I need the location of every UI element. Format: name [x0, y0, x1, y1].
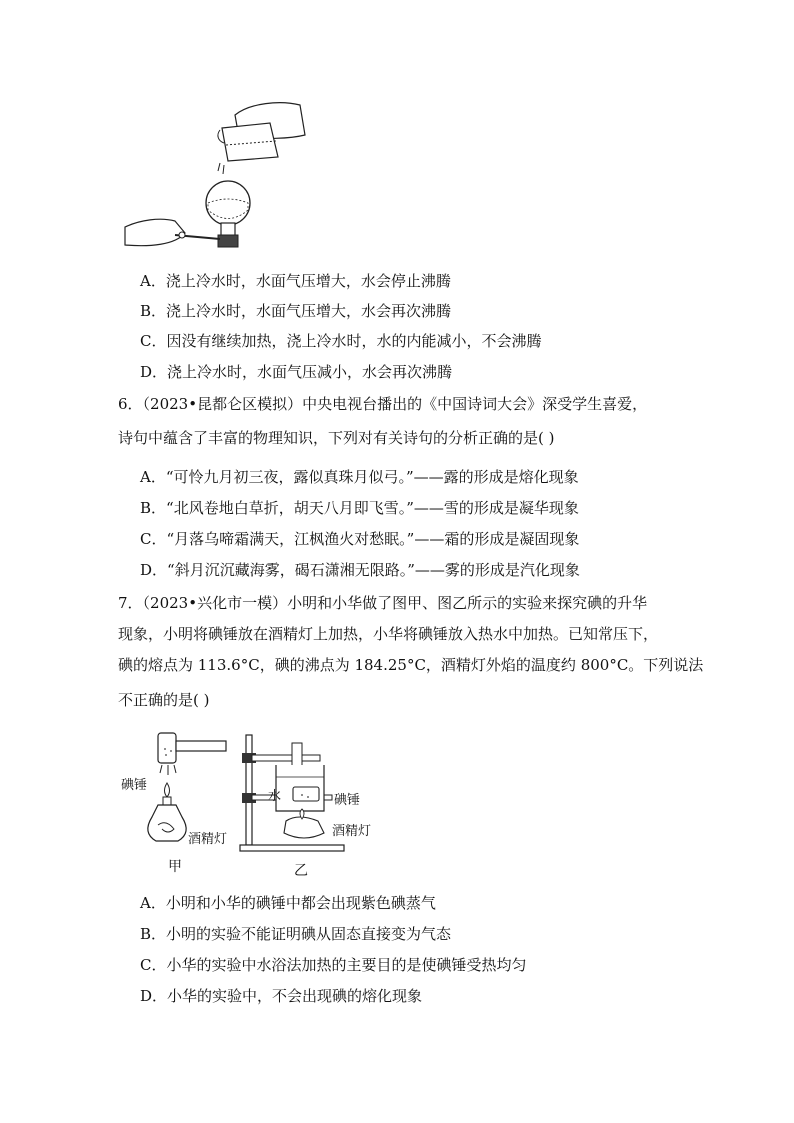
q6-option-d: D．“斜月沉沉藏海雾，碣石潇湘无限路。”——雾的形成是汽化现象	[140, 561, 580, 579]
q6-option-b: B．“北风卷地白草折，胡天八月即飞雪。”——雪的形成是凝华现象	[140, 499, 579, 517]
q6-option-c: C．“月落乌啼霜满天，江枫渔火对愁眠。”——霜的形成是凝固现象	[140, 530, 580, 548]
q5-flask-figure	[120, 95, 320, 255]
q6-option-a: A．“可怜九月初三夜，露似真珠月似弓。”——露的形成是熔化现象	[140, 468, 579, 486]
q6-stem-line2: 诗句中蕴含了丰富的物理知识，下列对有关诗句的分析正确的是( )	[118, 429, 555, 447]
label-water: 水	[268, 789, 282, 804]
caption-yi: 乙	[294, 863, 308, 879]
q7-stem-line4: 不正确的是( )	[118, 691, 210, 709]
q7-stem-line1: 7．（2023•兴化市一模）小明和小华做了图甲、图乙所示的实验来探究碘的升华	[118, 594, 648, 612]
q5-option-c: C．因没有继续加热，浇上冷水时，水的内能减小，不会沸腾	[140, 332, 542, 350]
q7-stem-line2: 现象，小明将碘锤放在酒精灯上加热，小华将碘锤放入热水中加热。已知常压下，	[118, 625, 659, 643]
q7-option-c: C．小华的实验中水浴法加热的主要目的是使碘锤受热均匀	[140, 956, 527, 974]
q5-option-a: A．浇上冷水时，水面气压增大，水会停止沸腾	[140, 272, 451, 290]
q7-option-a: A．小明和小华的碘锤中都会出现紫色碘蒸气	[140, 894, 436, 912]
label-lamp-left: 酒精灯	[188, 832, 228, 847]
q5-option-d: D．浇上冷水时，水面气压减小，水会再次沸腾	[140, 363, 453, 381]
q7-stem-line3: 碘的熔点为 113.6°C，碘的沸点为 184.25°C，酒精灯外焰的温度约 800°C。下列说法	[118, 656, 704, 674]
q5-option-b: B．浇上冷水时，水面气压增大，水会再次沸腾	[140, 302, 452, 320]
q6-stem-line1: 6．（2023•昆都仑区模拟）中央电视台播出的《中国诗词大会》深受学生喜爱，	[118, 395, 648, 413]
label-iodine-tube-left: 碘锤	[121, 778, 148, 793]
q7-option-b: B．小明的实验不能证明碘从固态直接变为气态	[140, 925, 452, 943]
label-lamp-right: 酒精灯	[332, 824, 372, 839]
q7-iodine-figure	[118, 725, 398, 880]
q7-option-d: D．小华的实验中，不会出现碘的熔化现象	[140, 987, 423, 1005]
caption-jia: 甲	[168, 859, 182, 875]
label-iodine-tube-right: 碘锤	[334, 793, 361, 808]
